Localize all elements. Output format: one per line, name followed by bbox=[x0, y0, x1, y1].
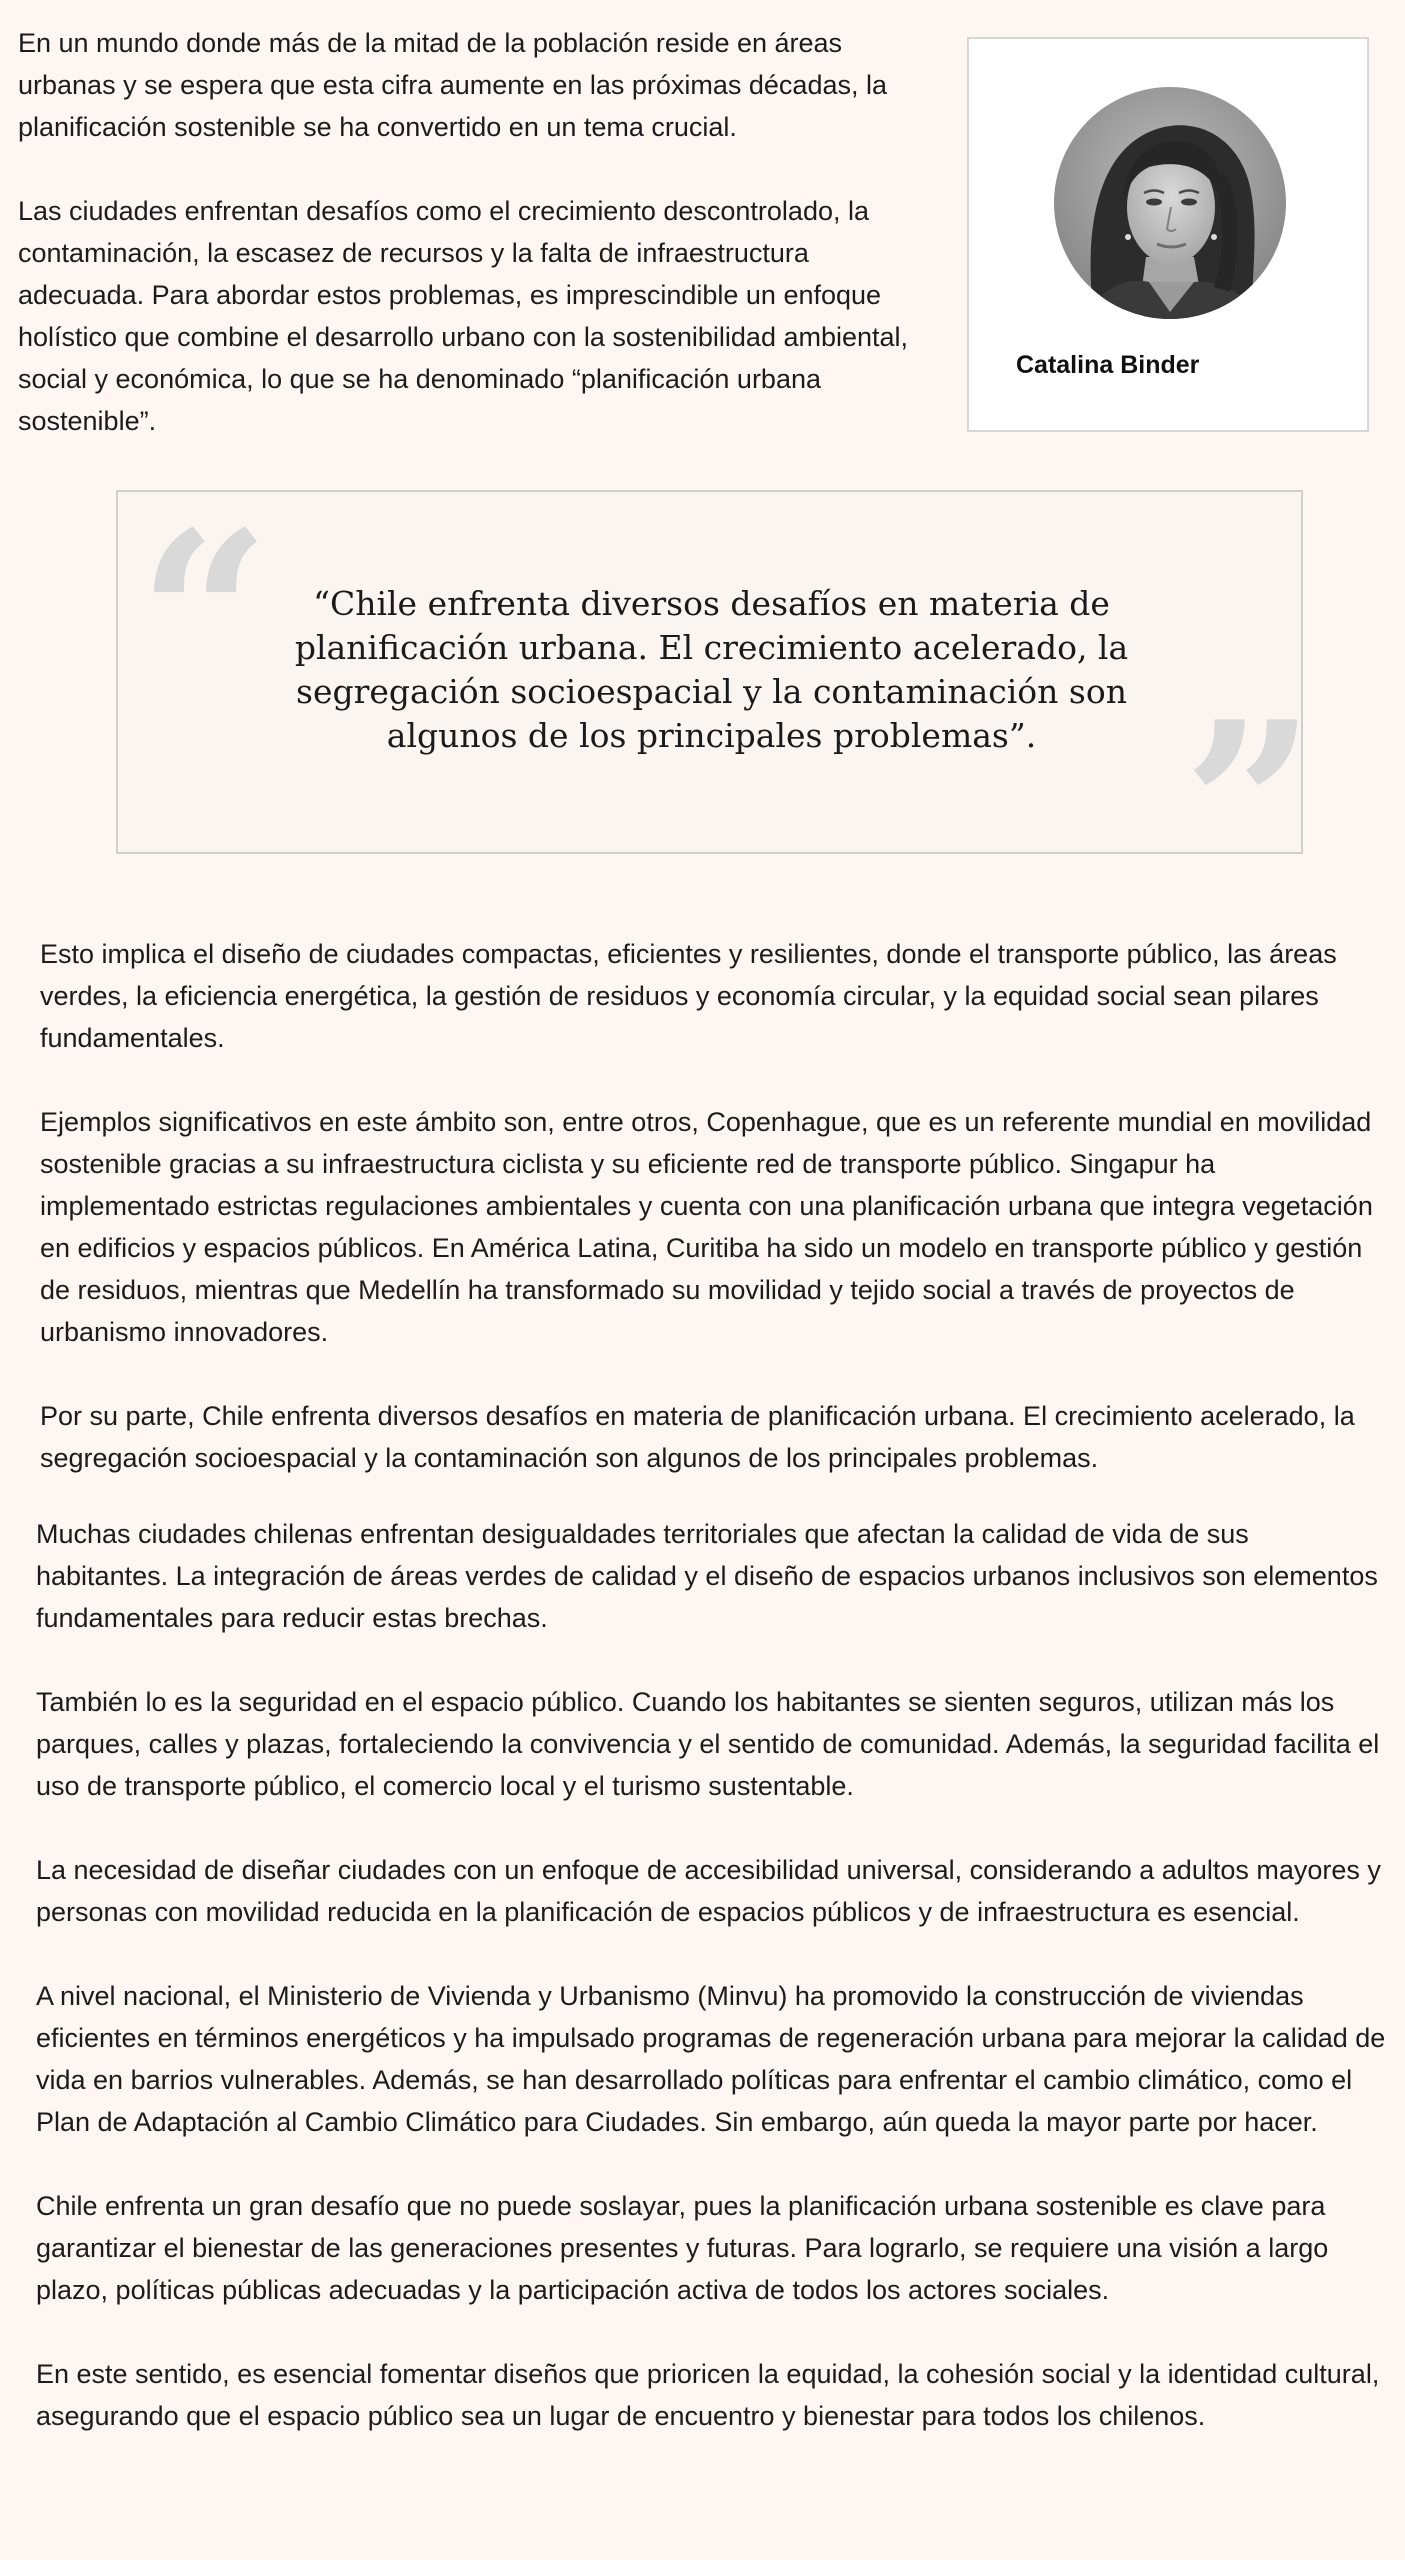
body-paragraph: La necesidad de diseñar ciudades con un enfoque de accesibilidad universal, considerando a adultos mayores y personas con movilidad reducida en la planificación de espacios públicos y de infraestructura es esencial. bbox=[36, 1855, 1381, 1927]
body-paragraph: Esto implica el diseño de ciudades compactas, eficientes y resilientes, donde el transporte público, las áreas verdes, la eficiencia energética, la gestión de residuos y economía circular, y la equidad social sean pilares fundamentales. bbox=[40, 939, 1337, 1053]
body-paragraph: Muchas ciudades chilenas enfrentan desigualdades territoriales que afectan la calidad de vida de sus habitantes. La integración de áreas verdes de calidad y el diseño de espacios urbanos inclusivos son elementos fundamentales para reducir estas brechas. bbox=[36, 1519, 1378, 1633]
intro-section bbox=[18, 22, 923, 442]
pull-quote bbox=[116, 482, 1316, 942]
body-paragraph: Por su parte, Chile enfrenta diversos desafíos en materia de planificación urbana. El crecimiento acelerado, la segregación socioespacial y la contaminación son algunos de los principales problemas. bbox=[40, 1401, 1355, 1473]
body-paragraph: A nivel nacional, el Ministerio de Vivienda y Urbanismo (Minvu) ha promovido la construcción de viviendas eficientes en términos energéticos y ha impulsado programas de regeneración urbana para mejorar la calidad de vida en barrios vulnerables. Además, se han desarrollado políticas para enfrentar el cambio climático, como el Plan de Adaptación al Cambio Climático para Ciudades. Sin embargo, aún queda la mayor parte por hacer. bbox=[36, 1981, 1386, 2137]
body-paragraph: También lo es la seguridad en el espacio público. Cuando los habitantes se sienten seguros, utilizan más los parques, calles y plazas, fortaleciendo la convivencia y el sentido de comunidad. Además, la seguridad facilita el uso de transporte público, el comercio local y el turismo sustentable. bbox=[36, 1687, 1380, 1801]
open-quote-icon: “ bbox=[138, 482, 271, 752]
author-name: Catalina Binder bbox=[1016, 351, 1200, 379]
author-avatar bbox=[1054, 87, 1286, 319]
body-paragraph: Ejemplos significativos en este ámbito son, entre otros, Copenhague, que es un referente mundial en movilidad sostenible gracias a su infraestructura ciclista y su eficiente red de transporte público. Singapur ha implementado estrictas regulaciones ambientales y cuenta con una planificación urbana que integra vegetación en edificios y espacios públicos. En América Latina, Curitiba ha sido un modelo en transporte público y gestión de residuos, mientras que Medellín ha transformado su movilidad y tejido social a través de proyectos de urbanismo innovadores. bbox=[40, 1107, 1373, 1347]
body-paragraph: En este sentido, es esencial fomentar diseños que prioricen la equidad, la cohesión social y la identidad cultural, asegurando que el espacio público sea un lugar de encuentro y bienestar para todos los chilenos. bbox=[36, 2359, 1380, 2431]
intro-paragraph: En un mundo donde más de la mitad de la población reside en áreas urbanas y se espera que esta cifra aumente en las próximas décadas, la planificación sostenible se ha convertido en un tema crucial. bbox=[18, 28, 887, 142]
close-quote-icon: ” bbox=[1183, 672, 1316, 942]
intro-paragraph: Las ciudades enfrentan desafíos como el crecimiento descontrolado, la contaminación, la escasez de recursos y la falta de infraestructura adecuada. Para abordar estos problemas, es imprescindible un enfoque holístico que combine el desarrollo urbano con la sostenibilidad ambiental, social y económica, lo que se ha denominado “planificación urbana sostenible”. bbox=[18, 196, 909, 436]
article-body-section-1 bbox=[40, 933, 1385, 1479]
quote-text: “Chile enfrenta diversos desafíos en materia de planificación urbana. El crecimiento acelerado, la segregación socioespacial y la contaminación son algunos de los principales problemas”. bbox=[294, 584, 1129, 755]
author-card bbox=[967, 37, 1369, 432]
body-paragraph: Chile enfrenta un gran desafío que no puede soslayar, pues la planificación urbana sostenible es clave para garantizar el bienestar de las generaciones presentes y futuras. Para lograrlo, se requiere una visión a largo plazo, políticas públicas adecuadas y la participación activa de todos los actores sociales. bbox=[36, 2191, 1329, 2305]
author-photo bbox=[1054, 87, 1286, 319]
article-body-section-2 bbox=[36, 1513, 1386, 2437]
